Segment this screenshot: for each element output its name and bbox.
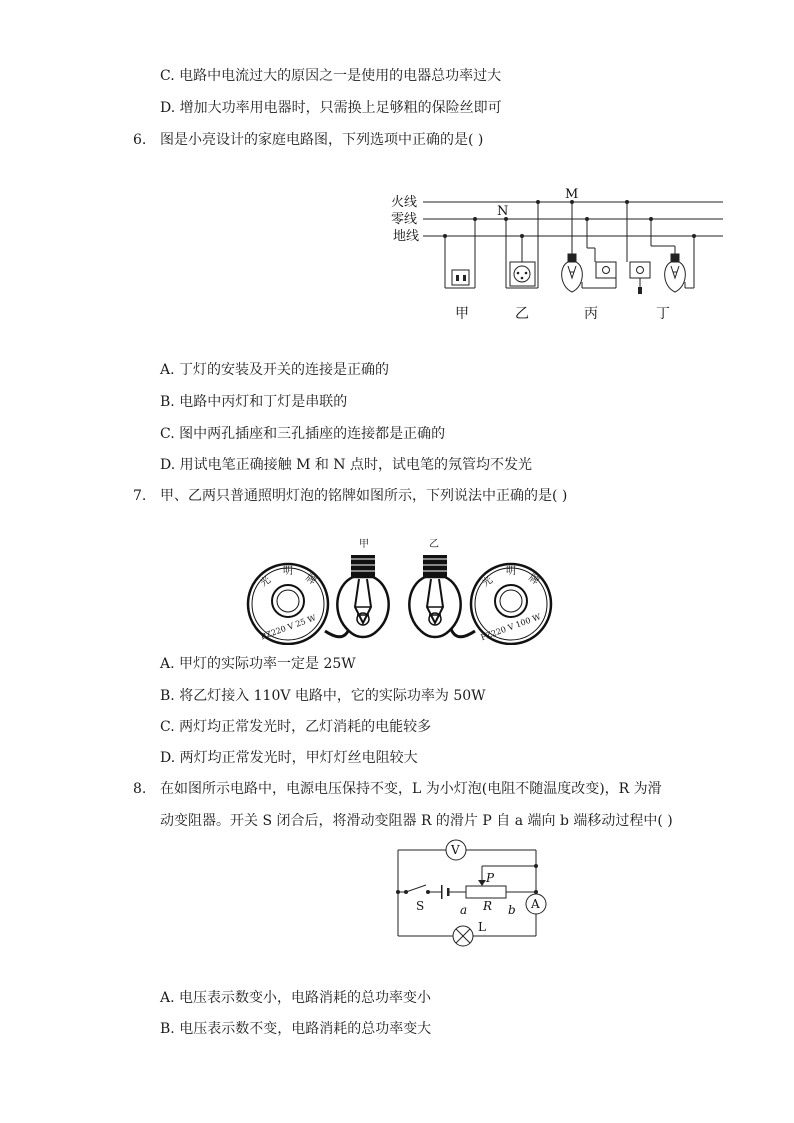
brand-right-2: 明 <box>506 566 516 577</box>
wire-ground-label: 地线 <box>393 229 420 244</box>
q6-option-d: D. 用试电笔正确接触 M 和 N 点时，试电笔的氖管均不发光 <box>160 457 533 473</box>
label-bing: 丙 <box>584 306 598 322</box>
rating-right: PZ220 V 100 W <box>479 612 543 643</box>
q8-circuit-figure <box>390 838 550 950</box>
q6-number: 6. <box>133 132 147 148</box>
brand-right-3: 牌 <box>526 572 541 588</box>
point-n-label: N <box>497 204 509 219</box>
point-m-label: M <box>565 187 579 202</box>
label-ding: 丁 <box>656 306 670 322</box>
bulb-jia-label: 甲 <box>359 539 369 550</box>
q7-stem: 甲、乙两只普通照明灯泡的铭牌如图所示，下列说法中正确的是( ) <box>160 488 568 504</box>
q7-number: 7. <box>133 488 147 504</box>
rating-left: PZ220 V 25 W <box>259 613 318 642</box>
bulb-yi-icon <box>409 555 460 637</box>
wire-live-label: 火线 <box>391 195 418 210</box>
bulb-yi-label: 乙 <box>429 539 439 550</box>
q8-number: 8. <box>133 781 147 797</box>
q6-stem: 图是小亮设计的家庭电路图，下列选项中正确的是( ) <box>160 132 484 148</box>
q5-option-c: C. 电路中电流过大的原因之一是使用的电器总功率过大 <box>160 68 502 84</box>
q5-option-d: D. 增加大功率用电器时，只需换上足够粗的保险丝即可 <box>160 100 502 116</box>
ammeter-label: A <box>531 897 540 911</box>
end-a-label: a <box>460 903 468 917</box>
q7-bulbs-figure <box>245 535 555 645</box>
q7-option-c: C. 两灯均正常发光时，乙灯消耗的电能较多 <box>160 719 432 735</box>
q8-option-a: A. 电压表示数变小，电路消耗的总功率变小 <box>160 990 432 1006</box>
q7-option-d: D. 两灯均正常发光时，甲灯灯丝电阻较大 <box>160 750 418 766</box>
q7-option-a: A. 甲灯的实际功率一定是 25W <box>160 656 356 672</box>
q8-stem-line2: 动变阻器。开关 S 闭合后，将滑动变阻器 R 的滑片 P 自 a 端向 b 端移动过程中( ) <box>160 813 673 829</box>
end-b-label: b <box>508 903 516 917</box>
brand-left-1: 光 <box>258 574 273 590</box>
q7-option-b: B. 将乙灯接入 110V 电路中，它的实际功率为 50W <box>160 688 486 704</box>
switch-label: S <box>416 899 425 913</box>
lamp-bing-icon <box>562 254 583 292</box>
q8-stem-line1: 在如图所示电路中，电源电压保持不变，L 为小灯泡(电阻不随温度改变)，R 为滑 <box>160 781 662 797</box>
lamp-label: L <box>478 920 486 934</box>
wire-neutral-label: 零线 <box>391 212 418 227</box>
label-yi: 乙 <box>515 306 529 322</box>
slider-label: P <box>486 871 495 885</box>
brand-left-3: 牌 <box>303 572 318 588</box>
brand-left-2: 明 <box>283 566 293 577</box>
q6-circuit-figure <box>385 182 730 327</box>
resistor-label: R <box>483 899 493 913</box>
q6-option-c: C. 图中两孔插座和三孔插座的连接都是正确的 <box>160 426 446 442</box>
voltmeter-label: V <box>451 843 460 857</box>
q8-option-b: B. 电压表示数不变，电路消耗的总功率变大 <box>160 1021 432 1037</box>
bulb-jia-icon <box>337 555 388 637</box>
q6-option-a: A. 丁灯的安装及开关的连接是正确的 <box>160 362 390 378</box>
lamp-ding-icon <box>665 254 686 292</box>
label-jia: 甲 <box>455 306 469 322</box>
brand-right-1: 光 <box>480 574 495 590</box>
q6-option-b: B. 电路中丙灯和丁灯是串联的 <box>160 394 348 410</box>
